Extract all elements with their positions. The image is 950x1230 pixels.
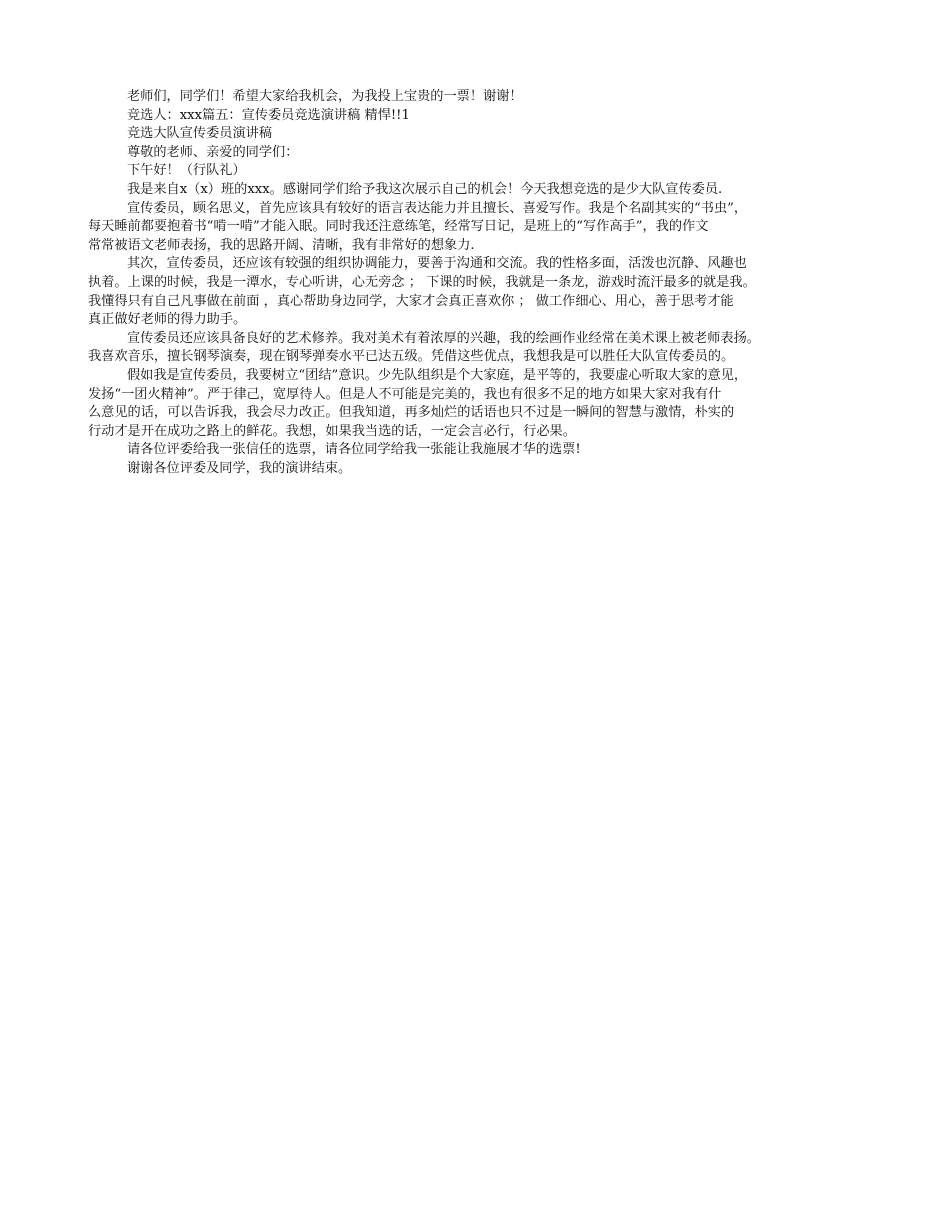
paragraph-line: 其次，宣传委员，还应该有较强的组织协调能力，要善于沟通和交流。我的性格多面，活泼也沉静、风趣也 bbox=[127, 256, 747, 272]
paragraph-line: 行动才是开在成功之路上的鲜花。我想，如果我当选的话，一定会言必行，行必果。 bbox=[88, 423, 576, 439]
text-line-closing-thanks: 老师们，同学们！希望大家给我机会，为我投上宝贵的一票！谢谢！ bbox=[127, 89, 523, 104]
paragraph-line: 执着。上课的时候，我是一潭水，专心听讲，心无旁念 ； 下课的时候，我就是一条龙，游戏时流汗最多的就是我。 bbox=[88, 274, 756, 290]
vote-request-line: 请各位评委给我一张信任的选票，请各位同学给我一张能让我施展才华的选票! bbox=[127, 442, 581, 458]
paragraph-line: 假如我是宣传委员，我要树立“团结”意识。少先队组织是个大家庭，是平等的，我要虚心听取大家的意见， bbox=[127, 367, 748, 383]
paragraph-art-skills bbox=[88, 330, 878, 367]
paragraph-organization-skills bbox=[88, 255, 878, 329]
paragraph-line: 我喜欢音乐，擅长钢琴演奏，现在钢琴弹奏水平已达五级。凭借这些优点，我想我是可以胜任大队宣传委员的。 bbox=[88, 349, 735, 365]
greeting: 下午好！（行队礼） bbox=[127, 163, 246, 179]
paragraph-line: 常常被语文老师表扬，我的思路开阔、清晰，我有非常好的想象力. bbox=[88, 237, 475, 253]
paragraph-line: 真正做好老师的得力助手。 bbox=[88, 312, 247, 328]
paragraph-unity-pledge bbox=[88, 367, 878, 441]
paragraph-line: 宣传委员还应该具备良好的艺术修养。我对美术有着浓厚的兴趣，我的绘画作业经常在美术课上被老师表扬。 bbox=[127, 330, 760, 346]
document-body bbox=[88, 88, 878, 478]
closing-line: 谢谢各位评委及同学，我的演讲结束。 bbox=[127, 460, 352, 476]
document-title: 竞选大队宣传委员演讲稿 bbox=[127, 126, 273, 142]
paragraph-language-skills bbox=[88, 200, 878, 256]
paragraph-line: 么意见的话，可以告诉我，我会尽力改正。但我知道，再多灿烂的话语也只不过是一瞬间的智慧与激情，朴实的 bbox=[88, 405, 735, 421]
paragraph-line: 宣传委员，顾名思义，首先应该具有较好的语言表达能力并且擅长、喜爱写作。我是个名副其实的“书虫”， bbox=[127, 200, 748, 216]
introduction-line: 我是来自x（x）班的xxx。感谢同学们给予我这次展示自己的机会！今天我想竞选的是少大队宣传委员. bbox=[127, 181, 723, 197]
salutation: 尊敬的老师、亲爱的同学们： bbox=[127, 144, 299, 160]
text-line-candidate: 竞选人：xxx篇五：宣传委员竞选演讲稿 精悍!!1 bbox=[127, 107, 410, 123]
paragraph-line: 每天睡前都要抱着书“啃一啃”才能入眠。同时我还注意练笔，经常写日记，是班上的“写作高手”，我的作文 bbox=[88, 219, 709, 235]
paragraph-line: 我懂得只有自己凡事做在前面 ，真心帮助身边同学，大家才会真正喜欢你 ； 做工作细心、用心，善于思考才能 bbox=[88, 293, 734, 309]
paragraph-line: 发扬“一团火精神”。严于律己，宽厚待人。但是人不可能是完美的，我也有很多不足的地方如果大家对我有什 bbox=[88, 386, 722, 402]
